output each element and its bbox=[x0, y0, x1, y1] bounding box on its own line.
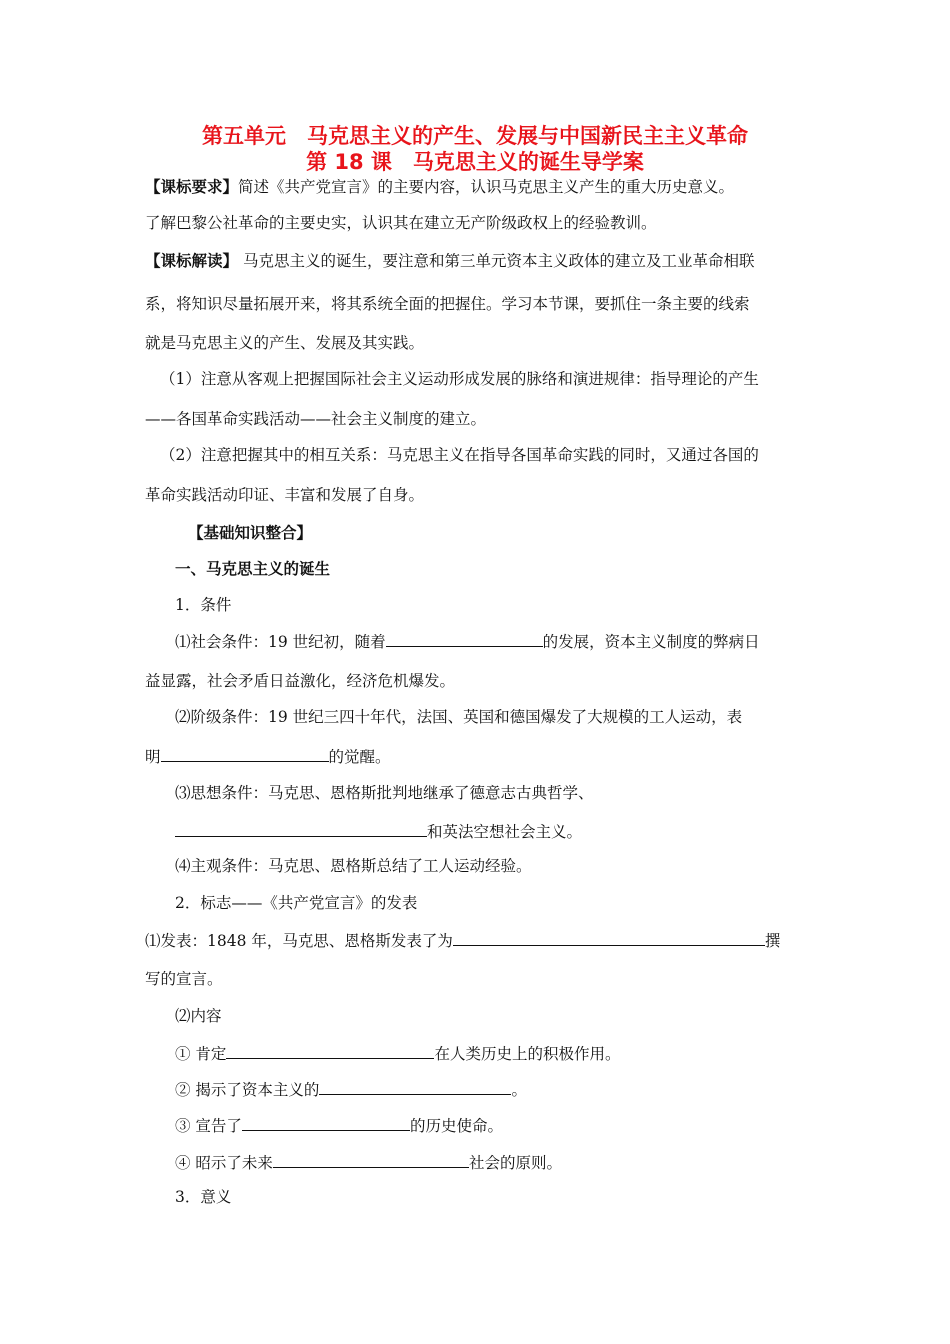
fill-blank-line: 和英法空想社会主义。 bbox=[175, 820, 840, 843]
fill-blank-line: ② 揭示了资本主义的 。 bbox=[175, 1078, 840, 1101]
paragraph-line: 革命实践活动印证、丰富和发展了自身。 bbox=[145, 486, 425, 504]
item-heading: ⑵内容 bbox=[175, 1007, 222, 1025]
curriculum-requirement: 【课标要求】简述《共产党宣言》的主要内容，认识马克思主义产生的重大历史意义。 bbox=[145, 177, 735, 196]
basic-knowledge-heading: 【基础知识整合】 bbox=[188, 523, 313, 542]
answer-blank[interactable] bbox=[319, 1078, 511, 1095]
fill-blank-line: ④ 昭示了未来 社会的原则。 bbox=[175, 1151, 840, 1174]
paragraph-line: ⑵阶级条件：19 世纪三四十年代，法国、英国和德国爆发了大规模的工人运动，表 bbox=[175, 708, 743, 726]
section-heading: 一、马克思主义的诞生 bbox=[175, 559, 331, 578]
answer-blank[interactable] bbox=[175, 820, 427, 837]
paragraph-line: ——各国革命实践活动——社会主义制度的建立。 bbox=[145, 410, 487, 428]
paragraph-line: 就是马克思主义的产生、发展及其实践。 bbox=[145, 334, 425, 352]
answer-blank[interactable] bbox=[273, 1151, 469, 1168]
paragraph-line: ⑶思想条件：马克思、恩格斯批判地继承了德意志古典哲学、 bbox=[175, 784, 594, 802]
fill-blank-line: ⑴社会条件：19 世纪初，随着 的发展，资本主义制度的弊病日 bbox=[175, 630, 840, 653]
section-label: 【课标要求】 bbox=[145, 177, 239, 196]
paragraph-line: （2）注意把握其中的相互关系：马克思主义在指导各国革命实践的同时，又通过各国的 bbox=[160, 446, 759, 464]
item-heading: 3．意义 bbox=[175, 1188, 232, 1206]
unit-title: 第五单元 马克思主义的产生、发展与中国新民主主义革命 bbox=[202, 124, 748, 148]
paragraph-line: 写的宣言。 bbox=[145, 970, 223, 988]
fill-blank-line: ③ 宣告了 的历史使命。 bbox=[175, 1114, 840, 1137]
answer-blank[interactable] bbox=[161, 745, 329, 762]
answer-blank[interactable] bbox=[453, 929, 765, 946]
answer-blank[interactable] bbox=[226, 1042, 434, 1059]
paragraph-line: （1）注意从客观上把握国际社会主义运动形成发展的脉络和演进规律：指导理论的产生 bbox=[160, 370, 759, 388]
paragraph-line: ⑷主观条件：马克思、恩格斯总结了工人运动经验。 bbox=[175, 857, 532, 875]
lesson-title: 第 18 课 马克思主义的诞生导学案 bbox=[306, 150, 644, 174]
fill-blank-line: 明 的觉醒。 bbox=[145, 745, 810, 768]
fill-blank-line: ⑴发表：1848 年，马克思、恩格斯发表了为 撰 bbox=[145, 929, 810, 952]
fill-blank-line: ① 肯定 在人类历史上的积极作用。 bbox=[175, 1042, 840, 1065]
section-label: 【课标解读】 bbox=[145, 251, 239, 270]
paragraph-line: 系，将知识尽量拓展开来，将其系统全面的把握住。学习本节课，要抓住一条主要的线索 bbox=[145, 295, 750, 313]
answer-blank[interactable] bbox=[242, 1114, 410, 1131]
paragraph-line: 了解巴黎公社革命的主要史实，认识其在建立无产阶级政权上的经验教训。 bbox=[145, 214, 657, 232]
paragraph-line: 益显露，社会矛盾日益激化，经济危机爆发。 bbox=[145, 672, 456, 690]
answer-blank[interactable] bbox=[386, 630, 543, 647]
item-heading: 1．条件 bbox=[175, 596, 232, 614]
curriculum-interpretation: 【课标解读】 马克思主义的诞生，要注意和第三单元资本主义政体的建立及工业革命相联 bbox=[145, 251, 755, 270]
item-heading: 2．标志——《共产党宣言》的发表 bbox=[175, 894, 418, 912]
